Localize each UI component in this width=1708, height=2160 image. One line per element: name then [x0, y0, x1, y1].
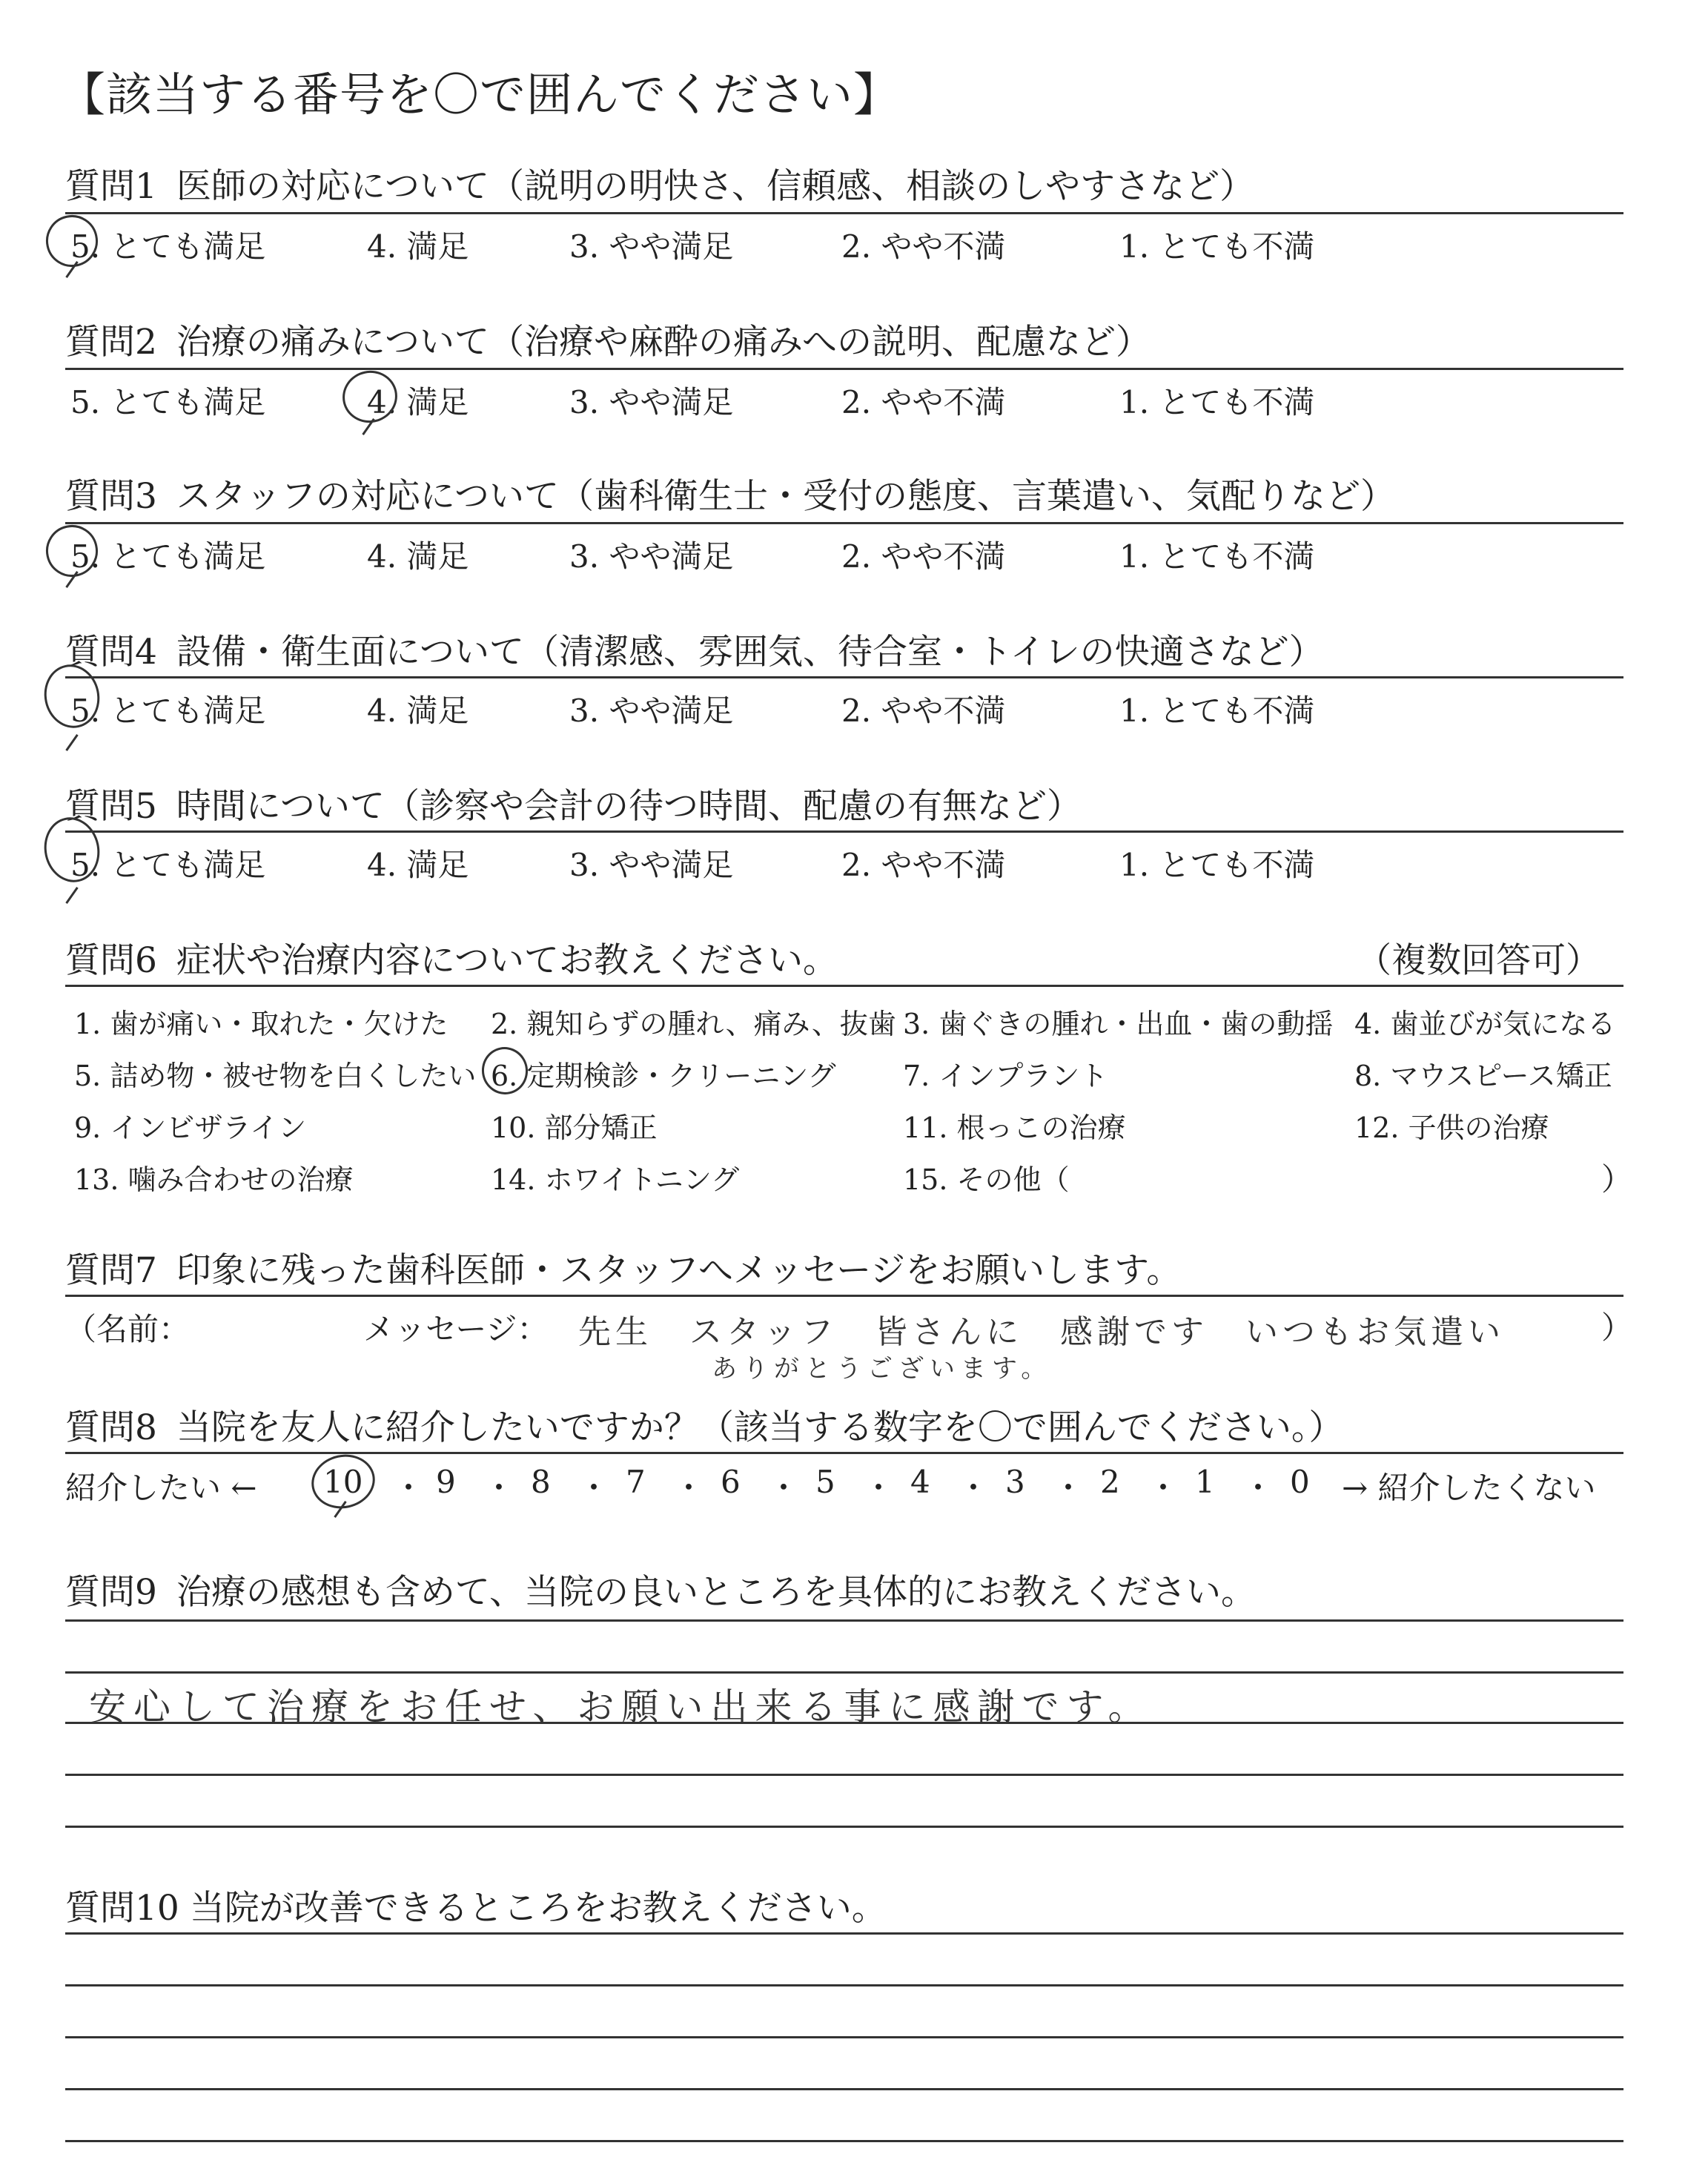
q7-message-label: メッセージ：	[363, 1311, 549, 1347]
q7-message-handwritten-line2[interactable]: ありがとうございます。	[712, 1354, 1053, 1384]
q5-option-2[interactable]: 2. やや不満	[841, 847, 1006, 883]
q8-dot: ・	[673, 1470, 705, 1506]
question-6-note: （複数回答可）	[1357, 940, 1601, 981]
question-5-rule	[65, 830, 1623, 833]
q4-option-4[interactable]: 4. 満足	[367, 693, 469, 729]
question-2	[65, 314, 1151, 364]
q8-dot: ・	[393, 1470, 425, 1506]
question-5-number: 質問5	[65, 786, 157, 827]
q10-answer-line-2	[65, 1984, 1623, 1986]
q10-answer-line-3	[65, 2036, 1623, 2038]
question-3	[65, 469, 1395, 518]
q9-answer-line-4	[65, 1774, 1623, 1776]
q8-scale-10[interactable]: 10	[323, 1464, 363, 1500]
q6-option-6[interactable]: 6. 定期検診・クリーニング	[491, 1060, 836, 1092]
q3-option-3[interactable]: 3. やや満足	[569, 538, 734, 575]
question-6-text: 症状や治療内容についてお教えください。	[176, 940, 838, 981]
q1-option-2[interactable]: 2. やや不満	[841, 228, 1006, 265]
q6-option-10[interactable]: 10. 部分矯正	[491, 1112, 658, 1144]
q8-scale-9[interactable]: 9	[436, 1464, 456, 1500]
question-4-number: 質問4	[65, 632, 157, 673]
q8-scale-2[interactable]: 2	[1100, 1464, 1120, 1500]
q10-answer-line-4	[65, 2088, 1623, 2090]
q7-name-label: （名前：	[65, 1311, 191, 1347]
question-3-rule	[65, 522, 1623, 524]
q4-option-1[interactable]: 1. とても不満	[1119, 693, 1315, 729]
q8-dot: ・	[863, 1470, 895, 1506]
q8-scale-0[interactable]: 0	[1290, 1464, 1310, 1500]
question-2-rule	[65, 368, 1623, 370]
question-5-text: 時間について（診察や会計の待つ時間、配慮の有無など）	[176, 786, 1082, 827]
q6-option-7[interactable]: 7. インプラント	[903, 1060, 1108, 1092]
q9-answer-line-2	[65, 1671, 1623, 1674]
q1-option-5[interactable]: 5. とても満足	[70, 228, 266, 265]
question-4-text: 設備・衛生面について（清潔感、雰囲気、待合室・トイレの快適さなど）	[176, 632, 1324, 673]
question-1	[65, 159, 1254, 208]
form-title: 【該当する番号を〇で囲んでください】	[59, 67, 901, 122]
q3-option-2[interactable]: 2. やや不満	[841, 538, 1006, 575]
q9-answer-line-1	[65, 1619, 1623, 1622]
q5-answer-circle-tail	[65, 887, 78, 904]
q5-option-4[interactable]: 4. 満足	[367, 847, 469, 883]
question-8	[65, 1400, 1343, 1450]
q6-option-2[interactable]: 2. 親知らずの腫れ、痛み、抜歯	[491, 1008, 896, 1040]
q1-option-1[interactable]: 1. とても不満	[1119, 228, 1315, 265]
q6-option-8[interactable]: 8. マウスピース矯正	[1354, 1060, 1612, 1092]
q3-option-4[interactable]: 4. 満足	[367, 538, 469, 575]
q8-dot: ・	[768, 1470, 800, 1506]
question-10-text: 当院が改善できるところをお教えください。	[189, 1888, 887, 1929]
question-6	[65, 933, 838, 982]
question-9-text: 治療の感想も含めて、当院の良いところを具体的にお教えください。	[176, 1572, 1256, 1613]
q8-scale-5[interactable]: 5	[815, 1464, 835, 1500]
q6-option-12[interactable]: 12. 子供の治療	[1354, 1112, 1549, 1144]
question-2-number: 質問2	[65, 322, 157, 363]
question-8-rule	[65, 1452, 1623, 1454]
question-4-rule	[65, 676, 1623, 678]
q6-other-close-paren: ）	[1601, 1161, 1633, 1198]
question-1-rule	[65, 212, 1623, 214]
q8-dot: ・	[483, 1470, 515, 1506]
q8-scale-7[interactable]: 7	[626, 1464, 646, 1500]
q8-dot: ・	[1242, 1470, 1274, 1506]
question-10	[65, 1880, 887, 1930]
question-7-text: 印象に残った歯科医師・スタッフへメッセージをお願いします。	[176, 1250, 1182, 1291]
q6-option-3[interactable]: 3. 歯ぐきの腫れ・出血・歯の動揺	[903, 1008, 1334, 1040]
q2-option-4[interactable]: 4. 満足	[367, 384, 469, 420]
q8-dot: ・	[1053, 1470, 1085, 1506]
q6-option-5[interactable]: 5. 詰め物・被せ物を白くしたい	[74, 1060, 477, 1092]
q4-answer-circle-tail	[65, 734, 78, 751]
q2-option-2[interactable]: 2. やや不満	[841, 384, 1006, 420]
q2-option-1[interactable]: 1. とても不満	[1119, 384, 1315, 420]
question-4	[65, 624, 1324, 674]
q9-answer-line-3	[65, 1722, 1623, 1724]
q5-option-3[interactable]: 3. やや満足	[569, 847, 734, 883]
q6-option-11[interactable]: 11. 根っこの治療	[903, 1112, 1126, 1144]
question-6-rule	[65, 985, 1623, 987]
q3-option-5[interactable]: 5. とても満足	[70, 538, 266, 575]
q7-message-handwritten-line1[interactable]: 先生 スタッフ 皆さんに 感謝です いつもお気遣い	[578, 1313, 1505, 1351]
question-1-number: 質問1	[65, 166, 157, 207]
q8-scale-4[interactable]: 4	[910, 1464, 930, 1500]
q8-scale-8[interactable]: 8	[531, 1464, 551, 1500]
question-8-number: 質問8	[65, 1407, 157, 1448]
q7-close-paren: ）	[1601, 1309, 1633, 1346]
question-9	[65, 1565, 1256, 1614]
q4-option-5[interactable]: 5. とても満足	[70, 693, 266, 729]
question-3-text: スタッフの対応について（歯科衛生士・受付の態度、言葉遣い、気配りなど）	[176, 476, 1395, 517]
q6-option-9[interactable]: 9. インビザライン	[74, 1112, 307, 1144]
q6-option-4[interactable]: 4. 歯並びが気になる	[1354, 1008, 1616, 1040]
question-10-number: 質問10	[65, 1888, 179, 1929]
q10-answer-line-5	[65, 2140, 1623, 2142]
q8-dot: ・	[578, 1470, 610, 1506]
q1-option-4[interactable]: 4. 満足	[367, 228, 469, 265]
question-5	[65, 779, 1082, 828]
question-8-text: 当院を友人に紹介したいですか？（該当する数字を〇で囲んでください。）	[176, 1407, 1344, 1448]
question-1-text: 医師の対応について（説明の明快さ、信頼感、相談のしやすさなど）	[176, 166, 1255, 207]
q9-answer-line-5	[65, 1826, 1623, 1828]
question-9-number: 質問9	[65, 1572, 157, 1613]
q8-scale-3[interactable]: 3	[1005, 1464, 1025, 1500]
q4-option-2[interactable]: 2. やや不満	[841, 693, 1006, 729]
q9-answer-handwritten[interactable]: 安心して治療をお任せ、お願い出来る事に感謝です。	[89, 1685, 1153, 1728]
q8-dot: ・	[958, 1470, 990, 1506]
question-6-number: 質問6	[65, 940, 157, 981]
question-7	[65, 1243, 1181, 1292]
q8-scale-6[interactable]: 6	[721, 1464, 741, 1500]
q5-option-1[interactable]: 1. とても不満	[1119, 847, 1315, 883]
q1-option-3[interactable]: 3. やや満足	[569, 228, 734, 265]
q5-option-5[interactable]: 5. とても満足	[70, 847, 266, 883]
q8-right-label: → 紹介したくない	[1342, 1470, 1596, 1506]
q4-option-3[interactable]: 3. やや満足	[569, 693, 734, 729]
q8-scale-1[interactable]: 1	[1195, 1464, 1215, 1500]
q10-answer-line-1	[65, 1932, 1623, 1935]
question-2-text: 治療の痛みについて（治療や麻酔の痛みへの説明、配慮など）	[176, 322, 1151, 363]
question-7-number: 質問7	[65, 1250, 157, 1291]
q8-dot: ・	[1148, 1470, 1179, 1506]
q2-option-3[interactable]: 3. やや満足	[569, 384, 734, 420]
q6-option-13[interactable]: 13. 噛み合わせの治療	[74, 1163, 354, 1196]
q6-option-1[interactable]: 1. 歯が痛い・取れた・欠けた	[74, 1008, 448, 1040]
q6-option-14[interactable]: 14. ホワイトニング	[491, 1163, 740, 1196]
question-3-number: 質問3	[65, 476, 157, 517]
question-7-rule	[65, 1295, 1623, 1297]
q2-option-5[interactable]: 5. とても満足	[70, 384, 266, 420]
q8-left-label: 紹介したい ←	[65, 1470, 257, 1506]
q3-option-1[interactable]: 1. とても不満	[1119, 538, 1315, 575]
q6-option-15[interactable]: 15. その他（	[903, 1163, 1070, 1196]
